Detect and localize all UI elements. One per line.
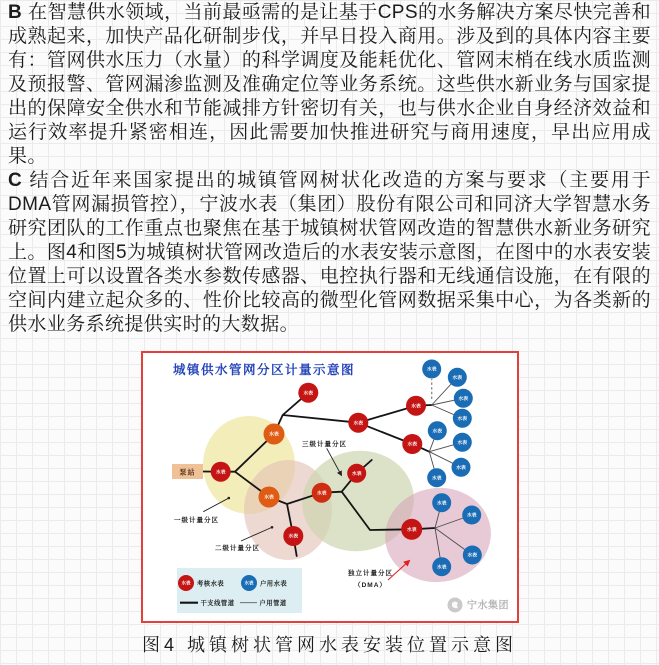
legend-assessment-meter-label: 考核水表: [197, 580, 225, 588]
pipe-network-diagram: [143, 353, 517, 621]
zone-level2-label: 二级计量分区: [215, 545, 260, 552]
svg-text:水表: 水表: [407, 442, 418, 448]
brand-logo: [448, 598, 510, 613]
body-text: [8, 1, 651, 337]
svg-text:水表: 水表: [432, 429, 443, 435]
meter-node-red: [283, 526, 303, 546]
meter-node-red: [406, 396, 426, 416]
paragraph-b: [8, 1, 651, 169]
meter-node-red: [312, 483, 332, 503]
meter-node-blue: [452, 458, 471, 477]
pump-station-label: 泵站: [179, 469, 196, 477]
figure-caption: 图4 城镇树状管网水表安装位置示意图: [141, 635, 517, 655]
svg-text:水表: 水表: [456, 466, 466, 471]
meter-node-blue: [432, 493, 451, 512]
svg-text:水表: 水表: [411, 404, 421, 410]
legend-red-meter-icon-label: 水表: [181, 580, 191, 586]
svg-text:水表: 水表: [288, 534, 299, 540]
meter-node-blue: [432, 557, 451, 576]
meter-node-blue: [448, 368, 467, 387]
paragraph-c-marker: C: [8, 170, 23, 191]
meter-node-blue: [462, 506, 481, 525]
svg-text:水表: 水表: [457, 417, 468, 422]
meter-node-blue: [422, 360, 441, 379]
meter-node-red: [401, 519, 422, 540]
svg-text:水表: 水表: [215, 470, 226, 476]
legend-household-meter-label: 户用水表: [260, 580, 288, 588]
svg-text:水表: 水表: [303, 391, 314, 397]
zone-level1-label: 一级计量分区: [174, 517, 219, 524]
zone-level3-label: 三级计量分区: [302, 441, 347, 448]
svg-text:水表: 水表: [264, 495, 274, 501]
legend-household-pipe-label: 户用管道: [259, 600, 287, 608]
legend-blue-meter-icon-label: 水表: [244, 580, 254, 586]
meter-node-blue: [454, 389, 473, 408]
svg-text:水表: 水表: [431, 476, 442, 482]
paragraph-c-text: 结合近年来国家提出的城镇管网树状化改造的方案与要求（主要用于DMA管网漏损管控），宁波水表（集团）股份有限公司和同济大学智慧水务研究团队的工作重点也聚焦在基于城镇树状管网改造的智慧供水新业务研究上。图4和图5为城镇树状管网改造后的水表安装示意图，在图中的水表安装位置上可以设置各类水参数传感器、电控执行器和无线通信设施，在有限的空间内建立起众多的、性价比较高的微型化管网数据采集中心，为各类新的供水业务系统提供实时的大数据。: [8, 170, 651, 335]
diagram-legend: [177, 568, 302, 613]
zone-level2-pointer-dot: [271, 526, 274, 529]
svg-text:水表: 水表: [457, 441, 468, 446]
meter-node-blue: [453, 409, 472, 428]
meter-node-blue: [428, 421, 447, 440]
svg-text:水表: 水表: [406, 528, 417, 533]
svg-text:水表: 水表: [436, 501, 447, 507]
meter-node-red: [298, 383, 318, 403]
legend-trunk-pipe-label: 干支线管道: [200, 600, 235, 608]
paragraph-b-marker: B: [8, 2, 23, 23]
svg-text:水表: 水表: [467, 553, 478, 559]
svg-text:水表: 水表: [316, 491, 327, 497]
paragraph-c: [8, 169, 651, 337]
meter-node-red: [348, 413, 368, 433]
diagram-title: 城镇供水管网分区计量示意图: [173, 363, 356, 377]
svg-text:水表: 水表: [466, 513, 477, 519]
pump-station: [172, 464, 203, 479]
svg-text:水表: 水表: [436, 565, 447, 571]
paragraph-b-text: 在智慧供水领域，当前最亟需的是让基于CPS的水务解决方案尽快完善和成熟起来，加快产品化研制步伐，并早日投入商用。涉及到的具体内容主要有：管网供水压力（水量）的科学调度及能耗优化、管网末梢在线水质监测及预报警、管网漏渗监测及准确定位等业务系统。这些供水新业务与国家提出的保障安全供水和节能减排方针密切有关，也与供水企业自身经济效益和运行效率提升紧密相连，因此需要加快推进研究与商用速度，早出应用成果。: [8, 2, 651, 167]
svg-text:水表: 水表: [426, 367, 437, 373]
zone-dma-label-line1: 独立计量分区: [348, 570, 393, 577]
svg-text:水表: 水表: [269, 432, 279, 438]
figure-4-diagram: [141, 351, 519, 623]
meter-node-blue: [453, 433, 472, 452]
svg-text:水表: 水表: [353, 421, 364, 427]
svg-text:水表: 水表: [452, 376, 463, 381]
meter-node-orange: [264, 424, 285, 445]
meter-node-red: [347, 464, 366, 483]
zone-dma-label-line2: （DMA）: [354, 582, 387, 589]
meter-node-red: [211, 462, 231, 482]
meter-node-blue: [427, 468, 446, 487]
svg-text:水表: 水表: [458, 397, 469, 402]
zone-level1-pointer-dot: [228, 497, 231, 500]
svg-text:水表: 水表: [351, 472, 362, 477]
meter-node-blue: [463, 546, 482, 565]
meter-node-red: [402, 434, 422, 454]
brand-logo-text: 宁水集团: [467, 600, 509, 612]
meter-node-orange: [259, 487, 280, 508]
